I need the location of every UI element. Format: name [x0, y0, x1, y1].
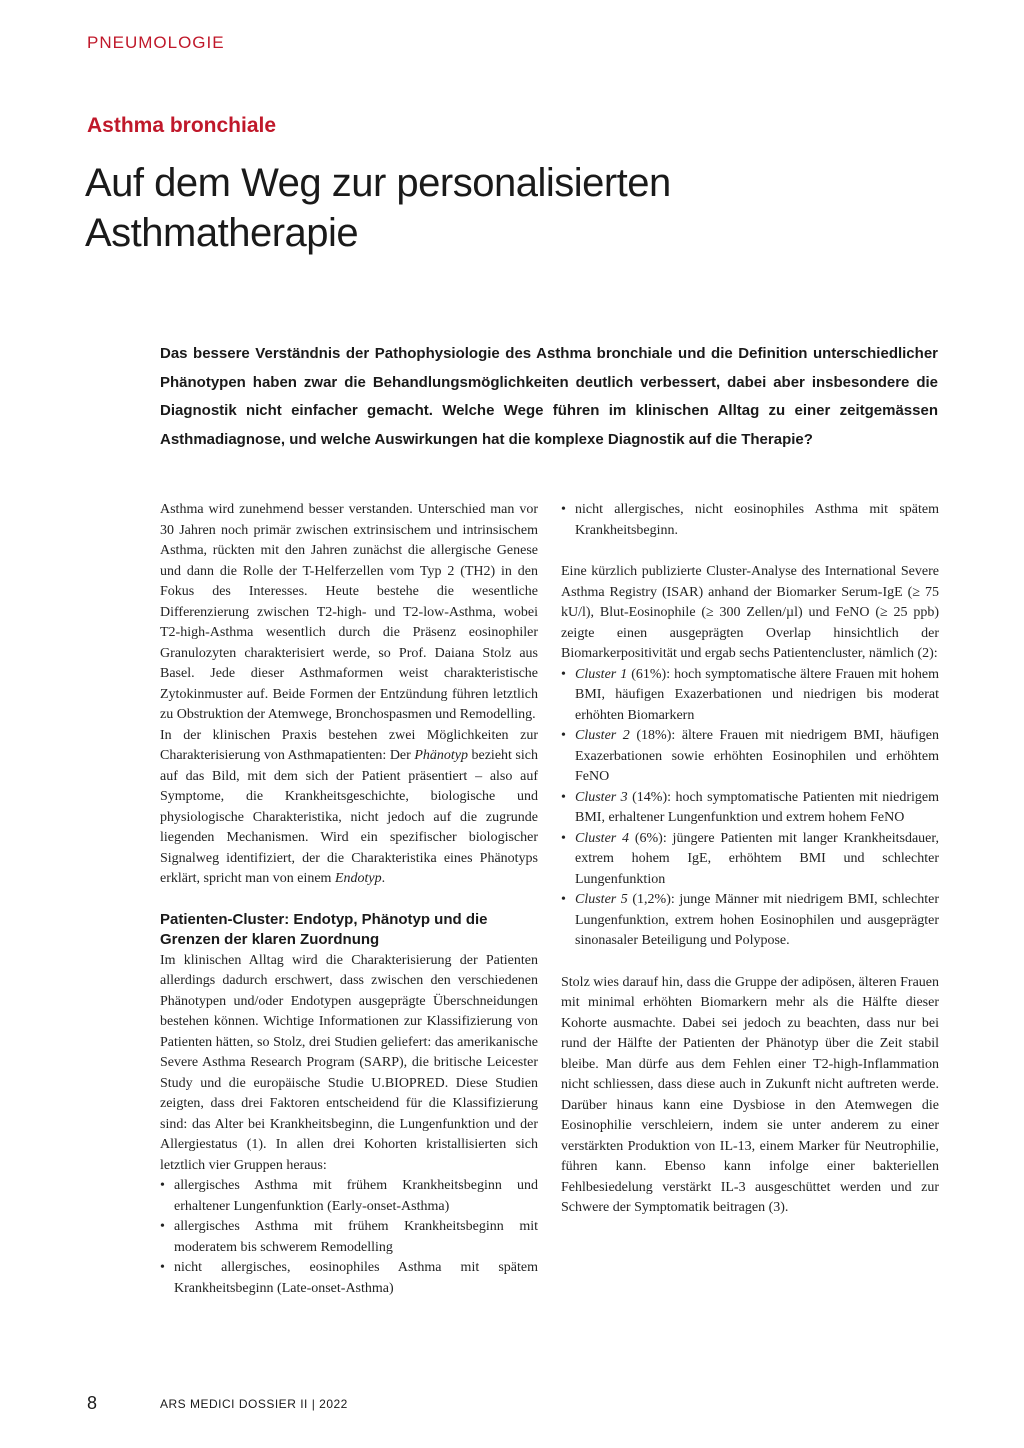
cluster-name: Cluster 3 [575, 789, 628, 805]
group-list-continued [561, 500, 939, 541]
list-item: • allergisches Asthma mit frühem Krankheitsbeginn und erhaltener Lungenfunktion (Early-onset-Asthma) [160, 1176, 538, 1217]
paragraph-clusters: Im klinischen Alltag wird die Charakterisierung der Patienten allerdings dadurch erschwert, dass zwischen den verschiedenen Phänotypen und/oder Endotypen ausgeprägte Überschneidungen bestehen können. Wichtige Informationen zur Klassifizierung von Patienten hätten, so Stolz, drei Studien geliefert: das amerikanische Severe Asthma Research Program (SARP), die britische Leicester Study und die europäische Studie U.BIOPRED. Diese Studien zeigten, dass drei Faktoren entscheidend für die Klassifizierung sind: das Alter bei Krankheitsbeginn, die Lungenfunktion und der Allergiestatus (1). In allen drei Kohorten kristallisierten sich letztlich vier Gruppen heraus: [160, 952, 538, 1173]
paragraph-phenotype [160, 726, 538, 890]
text-run: . [381, 871, 386, 886]
list-item: • allergisches Asthma mit frühem Krankheitsbeginn mit moderatem bis schwerem Remodelling [160, 1217, 538, 1258]
publication-name: ARS MEDICI DOSSIER II | 2022 [160, 1397, 348, 1411]
section-label: PNEUMOLOGIE [87, 33, 225, 52]
article-kicker: Asthma bronchiale [87, 114, 277, 137]
cluster-item [561, 788, 939, 829]
article-lead: Das bessere Verständnis der Pathophysiologie des Asthma bronchiale und die Definition unterschiedlicher Phänotypen haben zwar die Behandlungsmöglichkeiten deutlich verbessert, dabei aber insbesondere die Diagnostik nicht einfacher gemacht. Welche Wege führen im klinischen Alltag zu einer zeitgemässen Asthmadiagnose, und welche Auswirkungen hat die komplexe Diagnostik auf die Therapie? [160, 345, 938, 448]
cluster-text: (18%): ältere Frauen mit niedrigem BMI, häufigen Exazerbationen sowie erhöhten Eosinophilen und erhöhtem FeNO [575, 728, 939, 784]
paragraph-isar: Eine kürzlich publizierte Cluster-Analyse des International Severe Asthma Registry (ISAR) anhand der Biomarker Serum-IgE (≥ 75 kU/l), Blut-Eosinophile (≥ 300 Zellen/µl) und FeNO (≥ 25 ppb) zeigte einen ausgeprägten Overlap hinsichtlich der Biomarkerpositivität und ergab sechs Patientencluster, nämlich (2): [561, 564, 939, 661]
paragraph-stolz: Stolz wies darauf hin, dass die Gruppe der adipösen, älteren Frauen mit minimal erhöhten Biomarkern mehr als die Hälfte dieser Kohorte ausmachte. Dabei sei jedoch zu beachten, dass nur bei rund der Hälfte der Patienten der Phänotyp über die Zeit stabil bleibe. Man dürfe aus dem Fehlen einer T2-high-Inflammation nicht schliessen, dass diese auch in Zukunft nicht auftreten werde. Darüber hinaus kann eine Dysbiose in den Atemwegen die Eosinophilie verschleiern, indem sie unter anderem zu einer verstärkten Produktion von IL-13, einem Marker für Neutrophilie, führen kann. Ebenso kann infolge einer bakteriellen Fehlbesiedelung verstärkt IL-3 ausgeschüttet werden und zur Schwere der Symptomatik beitragen (3). [561, 974, 939, 1215]
cluster-text: (6%): jüngere Patienten mit langer Krankheitsdauer, extrem hohem IgE, erhöhtem BMI und schlechter Lungenfunktion [575, 830, 939, 887]
text-run: In der klinischen Praxis bestehen zwei Möglichkeiten zur Charakterisierung von Asthmapatienten: Der [160, 727, 538, 763]
subheading: Patienten-Cluster: Endotyp, Phänotyp und die Grenzen der klaren Zuordnung [160, 910, 488, 948]
page-number: 8 [87, 1393, 98, 1413]
right-column [561, 500, 939, 1219]
term-endotype: Endotyp [334, 871, 382, 886]
cluster-item [561, 890, 939, 952]
article-title: Auf dem Weg zur personalisierten Asthmatherapie [85, 161, 671, 255]
term-phenotype: Phänotyp [414, 748, 468, 763]
cluster-text: (61%): hoch symptomatische ältere Frauen mit hohem BMI, häufigen Exazerbationen und niedrigen bis moderat erhöhten Biomarkern [575, 666, 940, 723]
cluster-name: Cluster 4 [575, 830, 630, 846]
cluster-name: Cluster 2 [575, 728, 630, 743]
spacer [561, 952, 939, 973]
cluster-item [561, 665, 939, 727]
cluster-item [561, 829, 939, 891]
cluster-text: (1,2%): junge Männer mit niedrigem BMI, schlechter Lungenfunktion, extrem hohen Eosinophilen und ausgeprägter sinonasaler Beteiligung und Polypose. [575, 892, 939, 948]
paragraph-intro: Asthma wird zunehmend besser verstanden. Unterschied man vor 30 Jahren noch primär zwischen extrinsischem und intrinsischem Asthma, rückten mit den Jahren zunächst die allergische Genese und dann die Rolle der T-Helferzellen vom Typ 2 (TH2) in den Fokus des Interesses. Heute bestehe die wesentliche Differenzierung zwischen T2-high- und T2-low-Asthma, wobei T2-high-Asthma wesentlich durch die Präsenz eosinophiler Granulozyten charakterisiert werde, so Prof. Daiana Stolz aus Basel. Jede dieser Asthmaformen weist charakteristische Zytokinmuster auf. Beide Formen der Entzündung führen letztlich zu Obstruktion der Atemwege, Bronchospasmen und Remodelling. [160, 502, 538, 722]
group-list [160, 1176, 538, 1299]
list-item: • nicht allergisches, nicht eosinophiles Asthma mit spätem Krankheitsbeginn. [561, 500, 939, 541]
text-run: bezieht sich auf das Bild, mit dem sich der Patient präsentiert – also auf Symptome, die Krankheitsgeschichte, biologische und physiologische Charakteristika, nicht jedoch auf die zugrunde liegenden Mechanismen. Wird ein spezifischer biologischer Signalweg identifiziert, der die Charakteristika eines Phänotyps erklärt, spricht man von einem [160, 748, 538, 886]
list-item: • nicht allergisches, eosinophiles Asthma mit spätem Krankheitsbeginn (Late-onset-Asthma) [160, 1258, 538, 1299]
cluster-list [561, 665, 939, 952]
left-column [160, 500, 538, 1299]
cluster-name: Cluster 1 [575, 666, 628, 682]
cluster-item [561, 726, 939, 788]
spacer [561, 541, 939, 562]
cluster-name: Cluster 5 [575, 892, 628, 907]
cluster-text: (14%): hoch symptomatische Patienten mit niedrigem BMI, erhaltener Lungenfunktion und extrem hohem FeNO [575, 789, 939, 825]
